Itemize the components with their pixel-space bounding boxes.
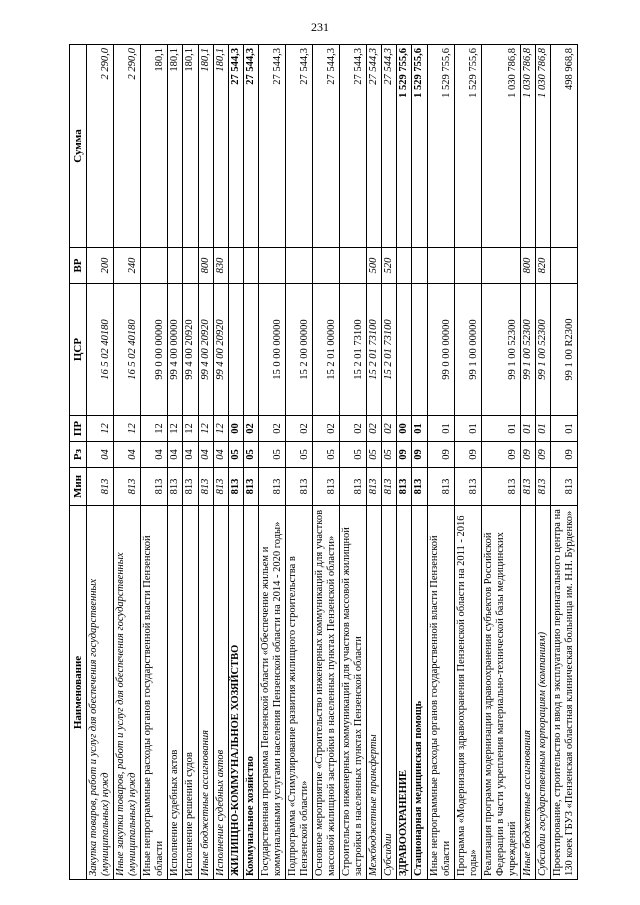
csr-cell: 15 2 01 73100	[367, 284, 382, 416]
sum-cell: 2 290,0	[114, 45, 141, 248]
pr-cell: 01	[454, 416, 481, 442]
rz-cell: 09	[551, 442, 578, 468]
sum-cell: 27 544,3	[285, 45, 312, 248]
min-cell: 813	[481, 468, 520, 506]
sum-cell: 1 030 786,8	[520, 45, 535, 248]
name-cell: Иные непрограммные расходы органов государственной власти Пензенской области	[427, 506, 454, 880]
rz-cell: 04	[183, 442, 198, 468]
table-row	[258, 45, 285, 880]
budget-table-rotated	[69, 45, 590, 880]
rz-cell: 09	[427, 442, 454, 468]
min-cell: 813	[412, 468, 427, 506]
pr-cell: 12	[141, 416, 168, 442]
table-row	[481, 45, 520, 880]
csr-cell: 15 2 00 00000	[285, 284, 312, 416]
pr-cell: 01	[412, 416, 427, 442]
vr-cell	[285, 248, 312, 284]
rz-cell: 04	[213, 442, 228, 468]
csr-cell: 99 4 00 00000	[168, 284, 183, 416]
sum-cell: 27 544,3	[382, 45, 397, 248]
sum-cell: 27 544,3	[228, 45, 243, 248]
min-cell: 813	[228, 468, 243, 506]
table-row	[243, 45, 258, 880]
sum-cell: 180,1	[198, 45, 213, 248]
name-cell: Исполнение судебных актов	[213, 506, 228, 880]
name-cell: Исполнение судебных актов	[168, 506, 183, 880]
pr-cell: 12	[183, 416, 198, 442]
min-cell: 813	[454, 468, 481, 506]
vr-cell: 520	[382, 248, 397, 284]
pr-cell: 01	[551, 416, 578, 442]
pr-cell: 02	[243, 416, 258, 442]
min-cell: 813	[168, 468, 183, 506]
min-cell: 813	[258, 468, 285, 506]
sum-cell: 498 968,8	[551, 45, 578, 248]
min-cell: 813	[397, 468, 412, 506]
pr-cell: 02	[313, 416, 340, 442]
sum-cell: 1 030 786,8	[536, 45, 551, 248]
name-cell: Иные бюджетные ассигнования	[520, 506, 535, 880]
sum-cell: 27 544,3	[367, 45, 382, 248]
csr-cell: 99 1 00 00000	[454, 284, 481, 416]
header-cell: ЦСР	[70, 284, 87, 416]
csr-cell: 15 2 01 73100	[382, 284, 397, 416]
vr-cell	[481, 248, 520, 284]
name-cell: Исполнение решений судов	[183, 506, 198, 880]
rz-cell: 05	[243, 442, 258, 468]
rz-cell: 09	[412, 442, 427, 468]
pr-cell: 02	[367, 416, 382, 442]
vr-cell	[412, 248, 427, 284]
rz-cell: 09	[536, 442, 551, 468]
csr-cell: 15 2 01 73100	[340, 284, 367, 416]
name-cell: Основное мероприятие «Строительство инженерных коммуникаций для участков массовой жилищной застройки в населенных пунктах Пензенской области»	[313, 506, 340, 880]
csr-cell: 99 1 00 52300	[536, 284, 551, 416]
name-cell: Иные бюджетные ассигнования	[198, 506, 213, 880]
pr-cell: 02	[285, 416, 312, 442]
rz-cell: 04	[198, 442, 213, 468]
csr-cell: 99 1 00 R2300	[551, 284, 578, 416]
sum-cell: 180,1	[213, 45, 228, 248]
vr-cell: 500	[367, 248, 382, 284]
rz-cell: 09	[520, 442, 535, 468]
vr-cell	[168, 248, 183, 284]
name-cell: Реализация программ модернизации здравоохранения субъектов Российской Федерации в части укрепления материально-технической базы медицинских учреждений	[481, 506, 520, 880]
csr-cell: 15 2 01 00000	[313, 284, 340, 416]
vr-cell	[258, 248, 285, 284]
csr-cell: 99 4 00 20920	[198, 284, 213, 416]
table-row	[141, 45, 168, 880]
rz-cell: 09	[397, 442, 412, 468]
table-row	[520, 45, 535, 880]
min-cell: 813	[213, 468, 228, 506]
name-cell: Иные закупки товаров, работ и услуг для обеспечения государственных (муниципальных) нужд	[114, 506, 141, 880]
sum-cell: 2 290,0	[87, 45, 114, 248]
rz-cell: 05	[382, 442, 397, 468]
rz-cell: 05	[228, 442, 243, 468]
table-row	[454, 45, 481, 880]
pr-cell: 12	[168, 416, 183, 442]
min-cell: 813	[114, 468, 141, 506]
vr-cell: 830	[213, 248, 228, 284]
vr-cell	[427, 248, 454, 284]
vr-cell	[313, 248, 340, 284]
name-cell: Закупка товаров, работ и услуг для обеспечения государственных (муниципальных) нужд	[87, 506, 114, 880]
table-row	[382, 45, 397, 880]
rz-cell: 05	[367, 442, 382, 468]
pr-cell: 02	[382, 416, 397, 442]
csr-cell	[397, 284, 412, 416]
vr-cell: 240	[114, 248, 141, 284]
name-cell: Проектирование, строительство и ввод в эксплуатацию перинатального центра на 130 коек ГБУЗ «Пензенская областная клиническая больница им. Н.Н. Бурденко»	[551, 506, 578, 880]
sum-cell: 1 529 755,6	[454, 45, 481, 248]
name-cell: Субсидии государственным корпорациям (компаниям)	[536, 506, 551, 880]
table-row	[340, 45, 367, 880]
header-cell: Рз	[70, 442, 87, 468]
rz-cell: 04	[141, 442, 168, 468]
sum-cell: 27 544,3	[313, 45, 340, 248]
vr-cell	[228, 248, 243, 284]
header-cell: Сумма	[70, 45, 87, 248]
table-row	[213, 45, 228, 880]
pr-cell: 00	[228, 416, 243, 442]
min-cell: 813	[427, 468, 454, 506]
csr-cell	[412, 284, 427, 416]
pr-cell: 12	[87, 416, 114, 442]
table-row	[551, 45, 578, 880]
min-cell: 813	[367, 468, 382, 506]
vr-cell	[183, 248, 198, 284]
header-row	[70, 45, 87, 880]
header-cell: Наименование	[70, 506, 87, 880]
csr-cell: 99 0 00 00000	[427, 284, 454, 416]
min-cell: 813	[340, 468, 367, 506]
csr-cell	[243, 284, 258, 416]
table-row	[87, 45, 114, 880]
min-cell: 813	[313, 468, 340, 506]
pr-cell: 00	[397, 416, 412, 442]
pr-cell: 12	[213, 416, 228, 442]
csr-cell: 99 1 00 52300	[481, 284, 520, 416]
sum-cell: 27 544,3	[340, 45, 367, 248]
csr-cell: 99 4 00 20920	[183, 284, 198, 416]
table-row	[228, 45, 243, 880]
name-cell: Программа «Модернизация здравоохранения Пензенской области на 2011 - 2016 годы»	[454, 506, 481, 880]
table-row	[313, 45, 340, 880]
vr-cell	[243, 248, 258, 284]
min-cell: 813	[87, 468, 114, 506]
pr-cell: 01	[520, 416, 535, 442]
pr-cell: 12	[114, 416, 141, 442]
pr-cell: 12	[198, 416, 213, 442]
min-cell: 813	[141, 468, 168, 506]
table-row	[367, 45, 382, 880]
rz-cell: 04	[114, 442, 141, 468]
sum-cell: 27 544,3	[258, 45, 285, 248]
name-cell: ЗДРАВООХРАНЕНИЕ	[397, 506, 412, 880]
vr-cell	[340, 248, 367, 284]
sum-cell: 1 529 755,6	[397, 45, 412, 248]
csr-cell: 99 1 00 52300	[520, 284, 535, 416]
sum-cell: 1 529 755,6	[427, 45, 454, 248]
name-cell: Государственная программа Пензенской области «Обеспечение жильем и коммунальными услугами населения Пензенской области на 2014 - 2020 годы»	[258, 506, 285, 880]
csr-cell	[228, 284, 243, 416]
min-cell: 813	[243, 468, 258, 506]
vr-cell	[551, 248, 578, 284]
csr-cell: 99 0 00 00000	[141, 284, 168, 416]
rz-cell: 05	[285, 442, 312, 468]
table-row	[114, 45, 141, 880]
min-cell: 813	[198, 468, 213, 506]
csr-cell: 16 5 02 40180	[87, 284, 114, 416]
sum-cell: 180,1	[183, 45, 198, 248]
name-cell: Коммунальное хозяйство	[243, 506, 258, 880]
rz-cell: 05	[340, 442, 367, 468]
table-body	[87, 45, 578, 880]
page-number: 231	[311, 20, 329, 34]
csr-cell: 15 0 00 00000	[258, 284, 285, 416]
rz-cell: 09	[481, 442, 520, 468]
pr-cell: 01	[481, 416, 520, 442]
pr-cell: 01	[536, 416, 551, 442]
name-cell: ЖИЛИЩНО-КОММУНАЛЬНОЕ ХОЗЯЙСТВО	[228, 506, 243, 880]
csr-cell: 16 5 02 40180	[114, 284, 141, 416]
name-cell: Иные непрограммные расходы органов государственной власти Пензенской области	[141, 506, 168, 880]
table-row	[183, 45, 198, 880]
table-row	[397, 45, 412, 880]
sum-cell: 1 529 755,6	[412, 45, 427, 248]
name-cell: Субсидии	[382, 506, 397, 880]
rz-cell: 04	[87, 442, 114, 468]
pr-cell: 01	[427, 416, 454, 442]
min-cell: 813	[285, 468, 312, 506]
header-cell: ПР	[70, 416, 87, 442]
rz-cell: 05	[313, 442, 340, 468]
min-cell: 813	[520, 468, 535, 506]
header-cell: Мин	[70, 468, 87, 506]
name-cell: Стационарная медицинская помощь	[412, 506, 427, 880]
table-row	[536, 45, 551, 880]
name-cell: Подпрограмма «Стимулирование развития жилищного строительства в Пензенской области»	[285, 506, 312, 880]
table-row	[168, 45, 183, 880]
table-row	[412, 45, 427, 880]
vr-cell	[397, 248, 412, 284]
vr-cell: 800	[520, 248, 535, 284]
budget-table	[69, 44, 578, 880]
min-cell: 813	[382, 468, 397, 506]
sum-cell: 1 030 786,8	[481, 45, 520, 248]
pr-cell: 02	[258, 416, 285, 442]
sum-cell: 27 544,3	[243, 45, 258, 248]
vr-cell: 820	[536, 248, 551, 284]
vr-cell: 800	[198, 248, 213, 284]
csr-cell: 99 4 00 20920	[213, 284, 228, 416]
min-cell: 813	[536, 468, 551, 506]
pr-cell: 02	[340, 416, 367, 442]
table-row	[285, 45, 312, 880]
table-row	[198, 45, 213, 880]
rz-cell: 09	[454, 442, 481, 468]
name-cell: Строительство инженерных коммуникаций для участков массовой жилищной застройки в населенных пунктах Пензенской области	[340, 506, 367, 880]
rz-cell: 04	[168, 442, 183, 468]
vr-cell	[141, 248, 168, 284]
min-cell: 813	[551, 468, 578, 506]
rz-cell: 05	[258, 442, 285, 468]
name-cell: Межбюджетные трансферты	[367, 506, 382, 880]
table-row	[427, 45, 454, 880]
sum-cell: 180,1	[168, 45, 183, 248]
header-cell: ВР	[70, 248, 87, 284]
min-cell: 813	[183, 468, 198, 506]
sum-cell: 180,1	[141, 45, 168, 248]
vr-cell	[454, 248, 481, 284]
vr-cell: 200	[87, 248, 114, 284]
